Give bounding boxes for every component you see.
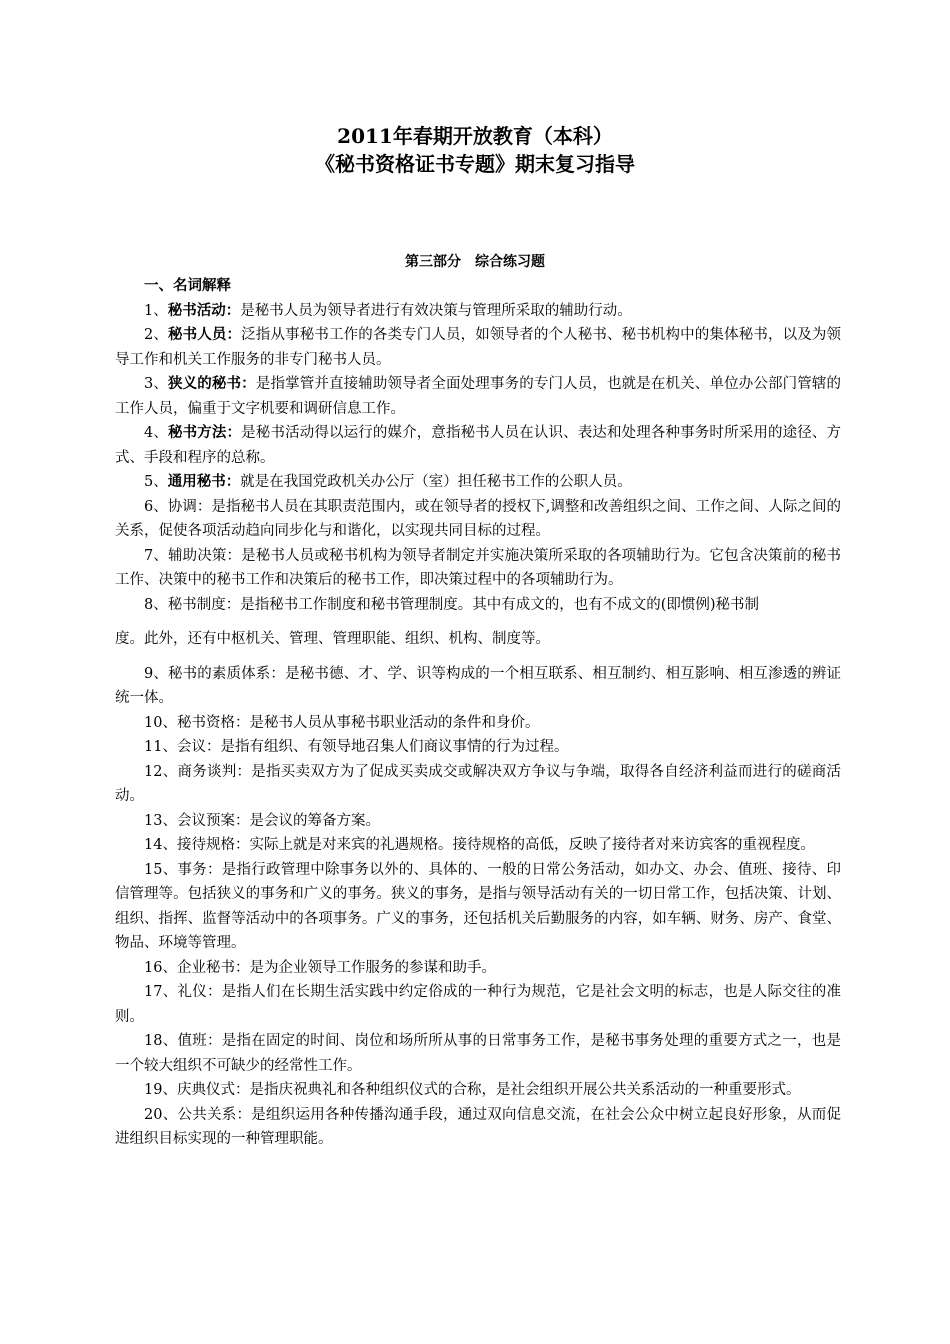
entry-term: 事务： bbox=[177, 861, 222, 878]
entry-definition: 是指在固定的时间、岗位和场所所从事的日常事务工作，是秘书事务处理的重要方式之一，也是一个较大组织不可缺少的经常性工作。 bbox=[115, 1033, 842, 1074]
entry-term: 公共关系： bbox=[177, 1106, 252, 1123]
entry-number: 3、 bbox=[144, 376, 168, 392]
entry-20 bbox=[115, 1103, 841, 1152]
entry-number: 13、 bbox=[144, 812, 177, 829]
entry-number: 6、 bbox=[144, 498, 168, 515]
entry-term: 秘书方法： bbox=[168, 424, 242, 441]
entry-14 bbox=[115, 833, 841, 858]
entry-9 bbox=[115, 662, 841, 711]
entry-3 bbox=[115, 372, 841, 421]
entry-number: 16、 bbox=[144, 959, 177, 976]
entry-definition: 泛指从事秘书工作的各类专门人员，如领导者的个人秘书、秘书机构中的集体秘书，以及为领导工作和机关工作服务的非专门秘书人员。 bbox=[115, 327, 842, 368]
entry-term: 礼仪： bbox=[177, 984, 222, 1000]
entry-term: 企业秘书： bbox=[176, 959, 250, 976]
entry-number: 5、 bbox=[144, 474, 168, 490]
entry-definition: 实际上就是对来宾的礼遇规格。接待规格的高低，反映了接待者对来访宾客的重视程度。 bbox=[249, 837, 815, 853]
entry-number: 7、 bbox=[144, 547, 168, 564]
entry-6 bbox=[115, 495, 841, 544]
entry-definition: 是指行政管理中除事务以外的、具体的、一般的日常公务活动，如办文、办会、值班、接待、印信管理等。包括狭义的事务和广义的事务。狭义的事务，是指与领导活动有关的一切日常工作，包括决策、计划、组织、指挥、监督等活动中的各项事务。广义的事务，还包括机关后勤服务的内容，如车辆、财务、房产、食堂、物品、环境等管理。 bbox=[115, 861, 842, 951]
entry-term: 秘书人员： bbox=[168, 326, 242, 343]
entry-number: 11、 bbox=[144, 739, 177, 755]
title-line-1: 2011年春期开放教育（本科） bbox=[337, 124, 613, 148]
entry-definition: 是秘书人员为领导者进行有效决策与管理所采取的辅助行动。 bbox=[240, 302, 632, 319]
entry-number: 20、 bbox=[144, 1106, 178, 1123]
entry-term: 会议预案： bbox=[176, 812, 250, 829]
entry-term: 狭义的秘书： bbox=[168, 375, 256, 392]
entry-number: 9、 bbox=[144, 665, 168, 682]
title-line-2: 《秘书资格证书专题》期末复习指导 bbox=[315, 152, 635, 176]
entry-definition: 度。此外，还有中枢机关、管理、管理职能、组织、机构、制度等。 bbox=[115, 631, 550, 647]
entry-term: 通用秘书： bbox=[167, 473, 241, 490]
entry-term: 辅助决策： bbox=[168, 547, 242, 564]
document-title bbox=[0, 122, 950, 178]
entry-10 bbox=[115, 711, 841, 736]
entry-2 bbox=[115, 323, 841, 372]
entry-term: 秘书的素质体系： bbox=[168, 665, 286, 682]
entry-number: 12、 bbox=[144, 763, 178, 780]
entry-12 bbox=[115, 760, 841, 809]
section-title: 第三部分 综合练习题 bbox=[405, 254, 545, 270]
entry-number: 4、 bbox=[144, 425, 168, 441]
entry-definition: 是指庆祝典礼和各种组织仪式的合称，是社会组织开展公共关系活动的一种重要形式。 bbox=[249, 1082, 801, 1098]
entry-number: 8、 bbox=[144, 596, 168, 613]
entry-number: 2、 bbox=[144, 327, 168, 343]
subsection-heading: 一、名词解释 bbox=[144, 277, 231, 294]
entry-16 bbox=[115, 956, 841, 981]
entry-8-continuation bbox=[115, 627, 841, 652]
entry-definition: 是秘书人员或秘书机构为领导者制定并实施决策所采取的各项辅助行为。它包含决策前的秘书工作、决策中的秘书工作和决策后的秘书工作，即决策过程中的各项辅助行为。 bbox=[115, 547, 842, 588]
entry-8 bbox=[115, 593, 841, 618]
entry-term: 秘书活动： bbox=[167, 301, 241, 319]
entry-15 bbox=[115, 858, 841, 956]
entry-17 bbox=[115, 980, 841, 1029]
entry-definition: 就是在我国党政机关办公厅（室）担任秘书工作的公职人员。 bbox=[240, 474, 632, 490]
entry-18 bbox=[115, 1029, 841, 1078]
entry-term: 会议： bbox=[176, 739, 221, 755]
entry-definition: 是指秘书工作制度和秘书管理制度。其中有成文的，也有不成文的(即惯例)秘书制 bbox=[240, 596, 760, 613]
entry-term: 商务谈判： bbox=[177, 763, 252, 780]
entry-term: 庆典仪式： bbox=[176, 1082, 250, 1098]
entry-5 bbox=[115, 470, 841, 495]
entry-definition: 是指买卖双方为了促成买卖成交或解决双方争议与争端，取得各自经济利益而进行的磋商活动。 bbox=[115, 763, 842, 804]
entry-definition: 是秘书人员从事秘书职业活动的条件和身价。 bbox=[249, 714, 540, 731]
entry-number: 1、 bbox=[144, 302, 168, 319]
entry-definition: 是秘书活动得以运行的媒介，意指秘书人员在认识、表达和处理各种事务时所采用的途径、方式、手段和程序的总称。 bbox=[115, 425, 842, 466]
entry-19 bbox=[115, 1078, 841, 1103]
entry-definition: 是会议的筹备方案。 bbox=[249, 812, 380, 829]
entry-definition: 是为企业领导工作服务的参谋和助手。 bbox=[249, 959, 496, 976]
entry-term: 值班： bbox=[177, 1033, 222, 1049]
entry-number: 18、 bbox=[144, 1033, 178, 1049]
entry-definition: 是指有组织、有领导地召集人们商议事情的行为过程。 bbox=[220, 739, 569, 755]
entry-4 bbox=[115, 421, 841, 470]
entry-number: 15、 bbox=[144, 861, 178, 878]
entry-term: 秘书资格： bbox=[176, 714, 250, 731]
entry-term: 接待规格： bbox=[176, 837, 250, 853]
entry-definition: 是秘书德、才、学、识等构成的一个相互联系、相互制约、相互影响、相互渗透的辨证统一体。 bbox=[115, 665, 842, 706]
entry-number: 10、 bbox=[144, 714, 177, 731]
entry-number: 19、 bbox=[144, 1082, 177, 1098]
entry-definition: 是组织运用各种传播沟通手段，通过双向信息交流，在社会公众中树立起良好形象，从而促进组织目标实现的一种管理职能。 bbox=[115, 1106, 842, 1147]
content-body bbox=[115, 274, 841, 1152]
entry-definition: 是指秘书人员在其职责范围内，或在领导者的授权下,调整和改善组织之间、工作之间、人际之间的关系，促使各项活动趋向同步化与和谐化，以实现共同目标的过程。 bbox=[115, 498, 841, 539]
entry-term: 协调： bbox=[167, 498, 212, 515]
entry-13 bbox=[115, 809, 841, 834]
entry-1 bbox=[115, 299, 841, 324]
entry-definition: 是指掌管并直接辅助领导者全面处理事务的专门人员，也就是在机关、单位办公部门管辖的工作人员，偏重于文字机要和调研信息工作。 bbox=[115, 376, 842, 417]
entry-number: 17、 bbox=[144, 984, 178, 1000]
entry-number: 14、 bbox=[144, 837, 177, 853]
entry-term: 秘书制度： bbox=[167, 596, 241, 613]
entry-7 bbox=[115, 544, 841, 593]
entry-11 bbox=[115, 735, 841, 760]
entry-definition: 是指人们在长期生活实践中约定俗成的一种行为规范，它是社会文明的标志，也是人际交往的准则。 bbox=[115, 984, 842, 1025]
